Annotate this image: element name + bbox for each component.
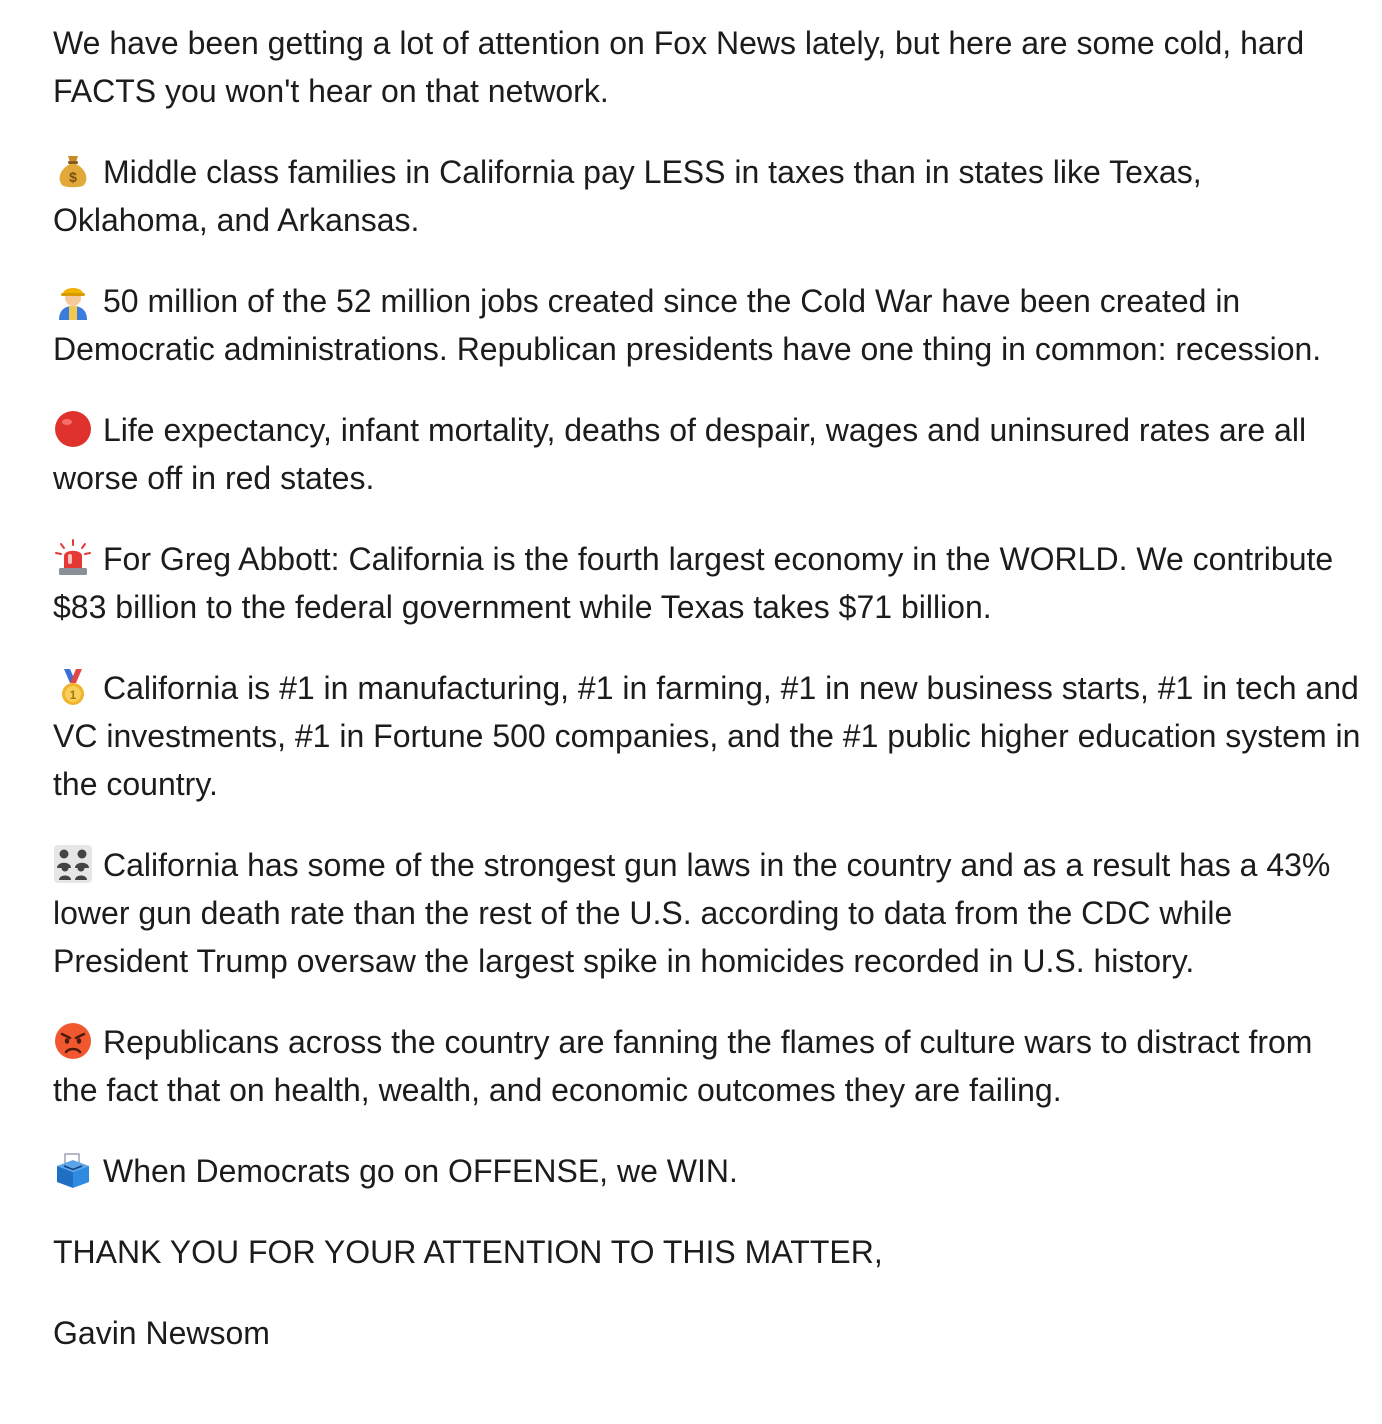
signature: Gavin Newsom (53, 1315, 270, 1351)
point-taxes-text: Middle class families in California pay LESS in taxes than in states like Texas, Oklahoma, and Arkansas. (53, 154, 1202, 238)
point-jobs-text: 50 million of the 52 million jobs created since the Cold War have been created in Democratic administrations. Republican presidents have one thing in common: recession. (53, 283, 1322, 367)
point-red-states-text: Life expectancy, infant mortality, deaths of despair, wages and uninsured rates are all worse off in red states. (53, 412, 1307, 496)
point-number-one-text: California is #1 in manufacturing, #1 in farming, #1 in new business starts, #1 in tech and VC investments, #1 in Fortune 500 companies, and the #1 public higher education system in the country. (53, 670, 1361, 802)
closing-line: THANK YOU FOR YOUR ATTENTION TO THIS MATTER, (53, 1234, 883, 1270)
point-gun-laws-text: California has some of the strongest gun laws in the country and as a result has a 43% lower gun death rate than the rest of the U.S. according to data from the CDC while President Trump oversaw the largest spike in homicides recorded in U.S. history. (53, 847, 1331, 979)
money-bag-icon (53, 151, 93, 191)
point-gun-laws (53, 841, 1363, 985)
point-taxes (53, 148, 1363, 244)
point-culture-wars (53, 1018, 1363, 1114)
message-body (53, 19, 1363, 1357)
point-jobs (53, 277, 1363, 373)
point-economy (53, 535, 1363, 631)
point-red-states (53, 406, 1363, 502)
red-circle-icon (53, 409, 93, 449)
point-economy-text: For Greg Abbott: California is the fourth largest economy in the WORLD. We contribute $83 billion to the federal government while Texas takes $71 billion. (53, 541, 1334, 625)
angry-face-icon (53, 1021, 93, 1061)
svg-text:$: $ (69, 169, 77, 185)
ballot-box-icon (53, 1150, 93, 1190)
point-number-one (53, 664, 1363, 808)
point-culture-wars-text: Republicans across the country are fanning the flames of culture wars to distract from the fact that on health, wealth, and economic outcomes they are failing. (53, 1024, 1313, 1108)
gold-medal-icon (53, 667, 93, 707)
police-light-icon (53, 538, 93, 578)
point-offense (53, 1147, 1363, 1195)
construction-worker-icon (53, 280, 93, 320)
point-offense-text: When Democrats go on OFFENSE, we WIN. (103, 1153, 738, 1189)
family-icon (53, 844, 93, 884)
svg-text:1: 1 (69, 688, 77, 702)
intro-paragraph: We have been getting a lot of attention on Fox News lately, but here are some cold, hard FACTS you won't hear on that network. (53, 25, 1305, 109)
